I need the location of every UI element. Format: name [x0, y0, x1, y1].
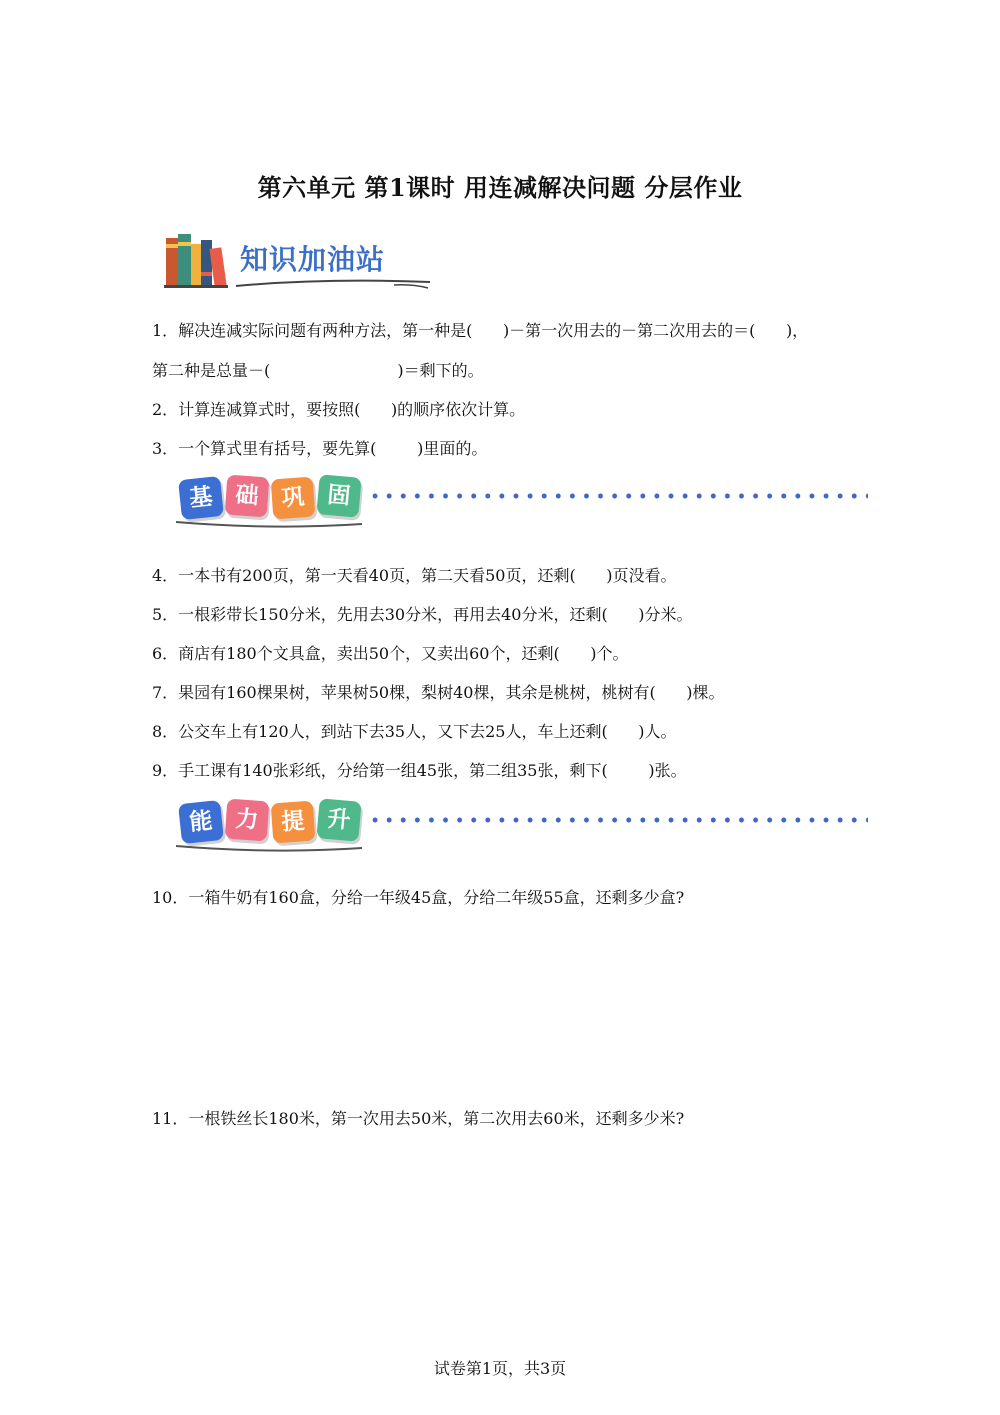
- basic-banner-swoosh: [172, 518, 372, 530]
- basic-tile-2: 础: [225, 475, 270, 518]
- question-8: 8．公交车上有120人，到站下去35人，又下去25人，车上还剩( )人。: [152, 722, 677, 741]
- question-6: 6．商店有180个文具盒，卖出50个，又卖出60个，还剩( )个。: [152, 644, 629, 663]
- basic-banner-dots: [368, 493, 868, 499]
- advance-tile-3: 提: [271, 801, 316, 844]
- question-1-line-2: 第二种是总量－( )＝剩下的。: [152, 361, 484, 380]
- question-1-line-1: 1．解决连减实际问题有两种方法，第一种是( )－第一次用去的－第二次用去的＝( )，: [152, 321, 809, 340]
- question-2: 2．计算连减算式时，要按照( )的顺序依次计算。: [152, 400, 526, 419]
- basic-tile-1: 基: [178, 476, 224, 520]
- question-11: 11．一根铁丝长180米，第一次用去50米，第二次用去60米，还剩多少米?: [152, 1109, 685, 1128]
- advance-banner-dots: [368, 817, 868, 823]
- question-7: 7．果园有160棵果树，苹果树50棵，梨树40棵，其余是桃树，桃树有( )棵。: [152, 683, 725, 702]
- knowledge-banner-title: 知识加油站: [240, 243, 386, 276]
- books-icon: [164, 232, 230, 290]
- question-10: 10．一箱牛奶有160盒，分给一年级45盒，分给二年级55盒，还剩多少盒?: [152, 888, 685, 907]
- page-footer: 试卷第1页，共3页: [433, 1359, 567, 1378]
- knowledge-banner: [164, 232, 434, 294]
- advance-banner-swoosh: [172, 842, 372, 854]
- question-3: 3．一个算式里有括号，要先算( )里面的。: [152, 439, 488, 458]
- basic-banner: [172, 472, 872, 530]
- basic-tile-4: 固: [316, 474, 361, 518]
- advance-tile-2: 力: [225, 799, 270, 842]
- basic-tile-3: 巩: [271, 477, 316, 520]
- advance-tile-1: 能: [178, 800, 224, 844]
- question-5: 5．一根彩带长150分米，先用去30分米，再用去40分米，还剩( )分米。: [152, 605, 693, 624]
- advance-tile-4: 升: [316, 798, 361, 842]
- question-9: 9．手工课有140张彩纸，分给第一组45张，第二组35张，剩下( )张。: [152, 761, 687, 780]
- advance-banner: [172, 796, 872, 854]
- underline-swoosh: [234, 276, 434, 290]
- page-title: 第六单元 第1课时 用连减解决问题 分层作业: [257, 173, 743, 202]
- question-4: 4．一本书有200页，第一天看40页，第二天看50页，还剩( )页没看。: [152, 566, 677, 585]
